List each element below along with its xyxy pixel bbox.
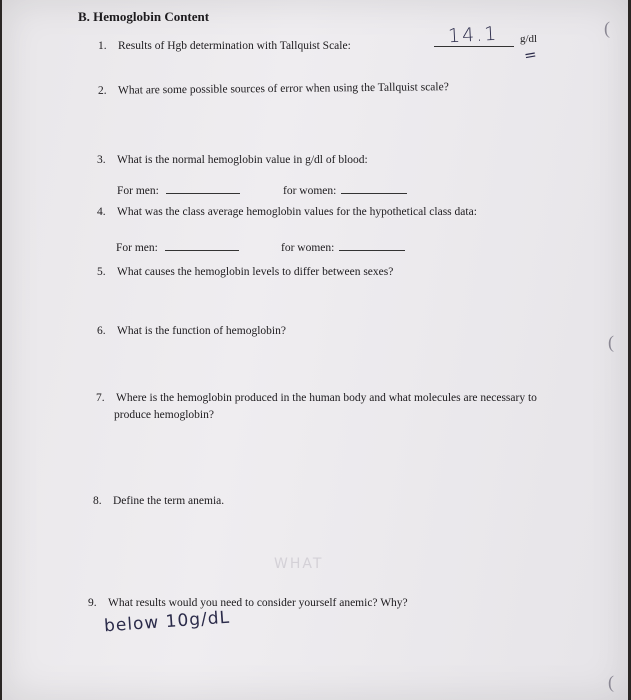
question-4-text: What was the class average hemoglobin values for the hypothetical class data: — [117, 206, 477, 218]
margin-mark: ( — [604, 18, 610, 38]
question-6-number: 6. — [97, 325, 106, 337]
margin-mark: ( — [608, 672, 614, 692]
question-4-women-label: for women: — [281, 242, 335, 254]
question-6 — [97, 325, 286, 337]
question-3-women-label: for women: — [283, 185, 337, 197]
question-1-unit: g/dl — [520, 33, 538, 45]
question-2-text: What are some possible sources of error when using the Tallquist scale? — [117, 81, 449, 97]
question-2-number: 2. — [97, 84, 107, 97]
question-7-text-line1: Where is the hemoglobin produced in the human body and what molecules are necessary to — [116, 392, 537, 404]
question-4-men-label: For men: — [116, 242, 158, 254]
question-8-number: 8. — [93, 495, 102, 507]
question-3-text: What is the normal hemoglobin value in g/dl of blood: — [117, 154, 368, 166]
question-9-number: 9. — [88, 597, 97, 609]
question-3-women — [283, 183, 407, 197]
question-3-women-blank — [341, 183, 407, 194]
question-1 — [98, 40, 351, 52]
question-5 — [97, 266, 393, 278]
question-3-men-label: For men: — [117, 185, 159, 197]
question-7-text-line2: produce hemoglobin? — [114, 409, 214, 421]
question-4-men — [116, 240, 239, 254]
question-4-women-blank — [339, 240, 405, 251]
question-1-mark: = — [522, 45, 539, 65]
question-1-answer-line — [434, 46, 514, 47]
question-9-handwritten-answer: below 10g/dL — [103, 607, 231, 637]
question-4-women — [281, 240, 405, 254]
question-4 — [97, 206, 477, 218]
question-9-text: What results would you need to consider yourself anemic? Why? — [108, 597, 408, 609]
question-1-number: 1. — [98, 40, 107, 52]
question-8-text: Define the term anemia. — [113, 495, 225, 507]
question-2 — [98, 81, 449, 97]
section-title: B. Hemoglobin Content — [78, 9, 210, 24]
question-7 — [96, 392, 537, 404]
faint-bleed-through-text: WHAT — [274, 556, 324, 572]
question-3-number: 3. — [97, 154, 106, 166]
question-8 — [93, 495, 224, 507]
question-4-number: 4. — [97, 206, 106, 218]
question-3-men-blank — [166, 183, 240, 194]
question-5-number: 5. — [97, 266, 106, 278]
question-5-text: What causes the hemoglobin levels to differ between sexes? — [117, 266, 394, 278]
question-6-text: What is the function of hemoglobin? — [117, 325, 286, 337]
question-9 — [88, 597, 408, 609]
margin-mark: ( — [608, 332, 614, 352]
question-4-men-blank — [165, 240, 239, 251]
question-3 — [97, 154, 368, 166]
question-7-number: 7. — [96, 392, 105, 404]
question-1-handwritten-value: 14.1 — [447, 22, 499, 48]
question-1-text: Results of Hgb determination with Tallquist Scale: — [118, 40, 351, 52]
worksheet-page — [2, 0, 628, 700]
question-3-men — [117, 183, 240, 197]
